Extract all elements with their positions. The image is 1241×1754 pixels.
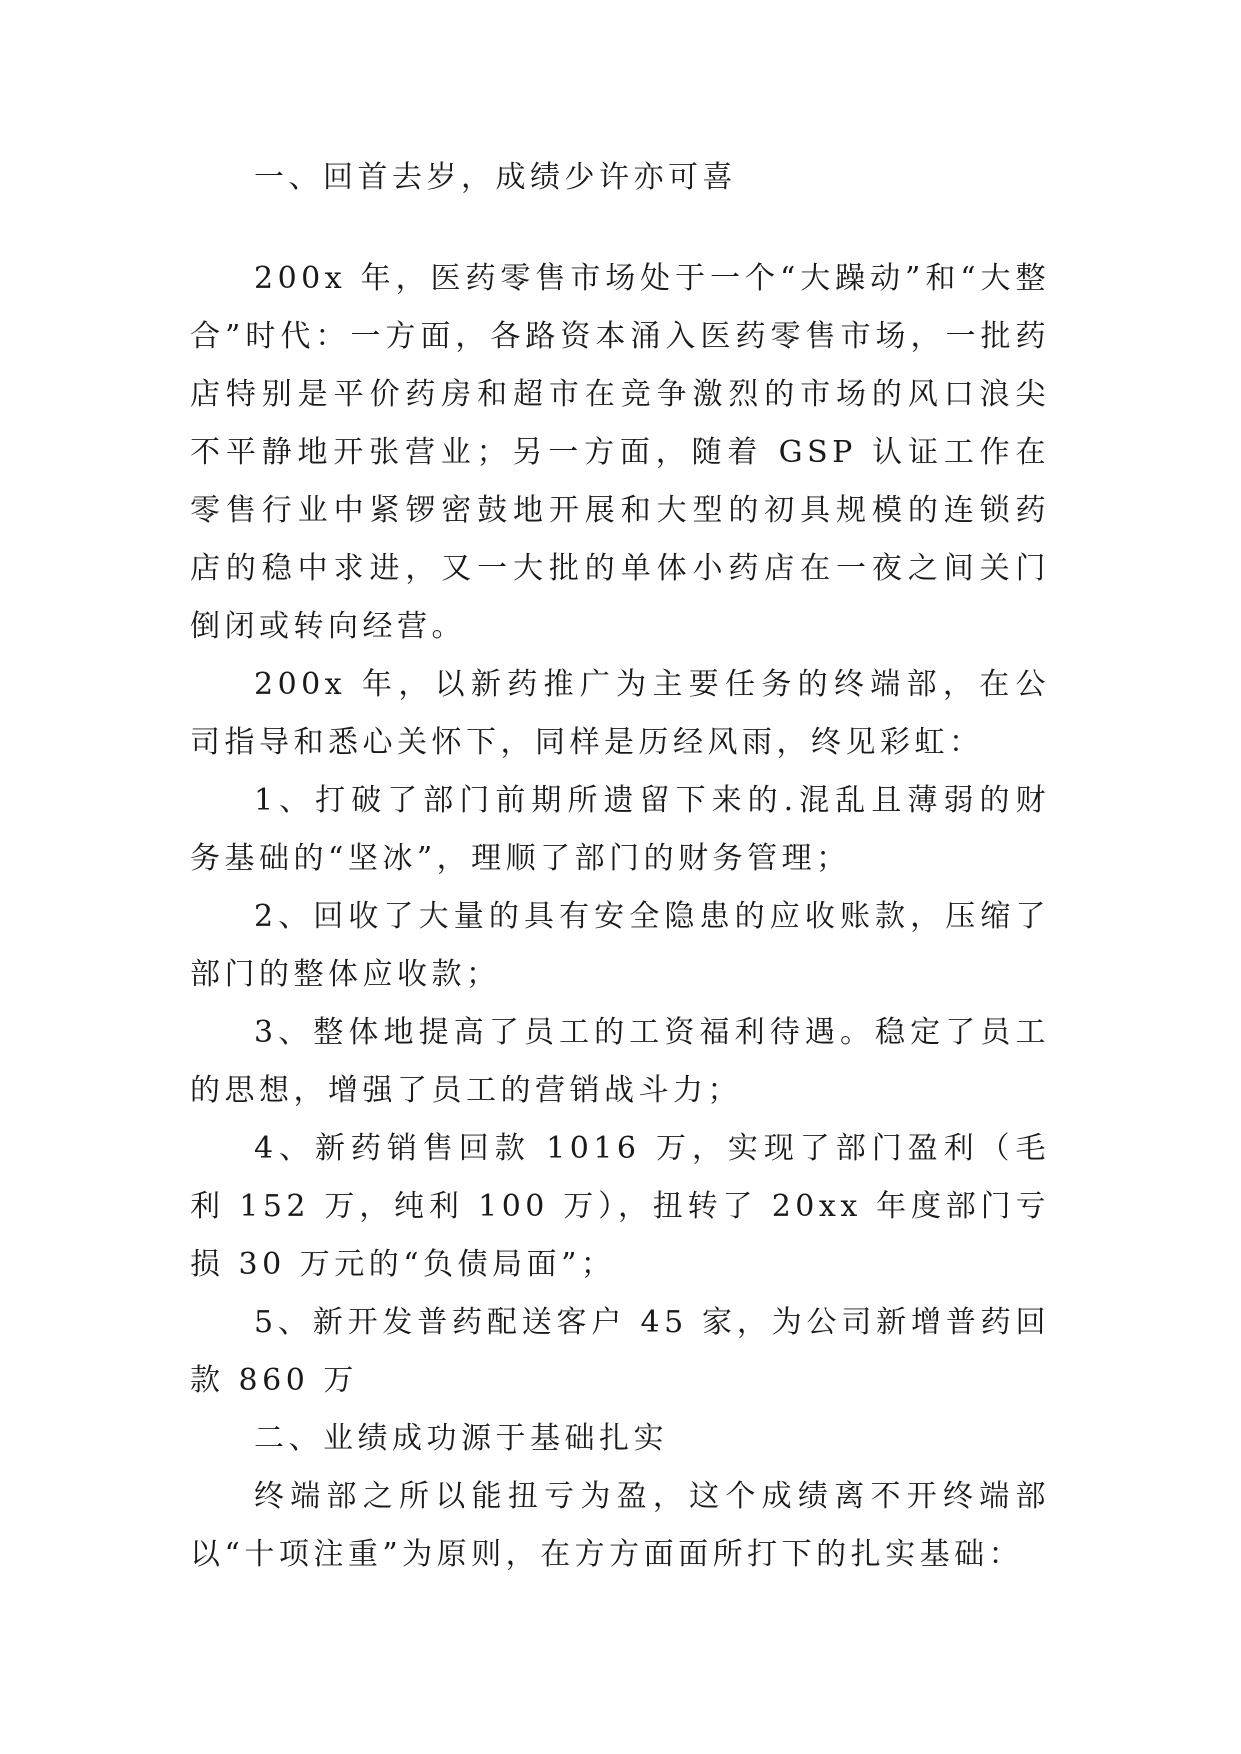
paragraph-market-overview: 200x 年，医药零售市场处于一个“大躁动”和“大整合”时代：一方面，各路资本涌入医药零售市场，一批药店特别是平价药房和超市在竞争激烈的市场的风口浪尖不平静地开张营业；另一方面，随着 GSP 认证工作在零售行业中紧锣密鼓地开展和大型的初具规模的连锁药店的稳中求进，又一大批的单体小药店在一夜之间关门倒闭或转向经营。 [190,261,1050,644]
list-item-staff: 3、整体地提高了员工的工资福利待遇。稳定了员工的思想，增强了员工的营销战斗力； [190,1015,1050,1108]
paragraph-department-intro: 200x 年，以新药推广为主要任务的终端部，在公司指导和悉心关怀下，同样是历经风雨，终见彩虹： [190,667,1050,760]
list-item-receivables: 2、回收了大量的具有安全隐患的应收账款，压缩了部门的整体应收款； [190,899,1050,992]
list-item-new-clients: 5、新开发普药配送客户 45 家，为公司新增普药回款 860 万 [190,1305,1050,1398]
paragraph-foundation: 终端部之所以能扭亏为盈，这个成绩离不开终端部以“十项注重”为原则，在方方面面所打下的扎实基础： [190,1479,1050,1572]
section-heading-2: 二、业绩成功源于基础扎实 [254,1421,668,1456]
body-text [190,250,1050,1584]
section-heading-1: 一、回首去岁，成绩少许亦可喜 [254,160,737,195]
list-item-finance: 1、打破了部门前期所遗留下来的.混乱且薄弱的财务基础的“坚冰”，理顺了部门的财务管理； [190,783,1050,876]
list-item-profit: 4、新药销售回款 1016 万，实现了部门盈利（毛利 152 万，纯利 100 万），扭转了 20xx 年度部门亏损 30 万元的“负债局面”； [190,1131,1050,1282]
